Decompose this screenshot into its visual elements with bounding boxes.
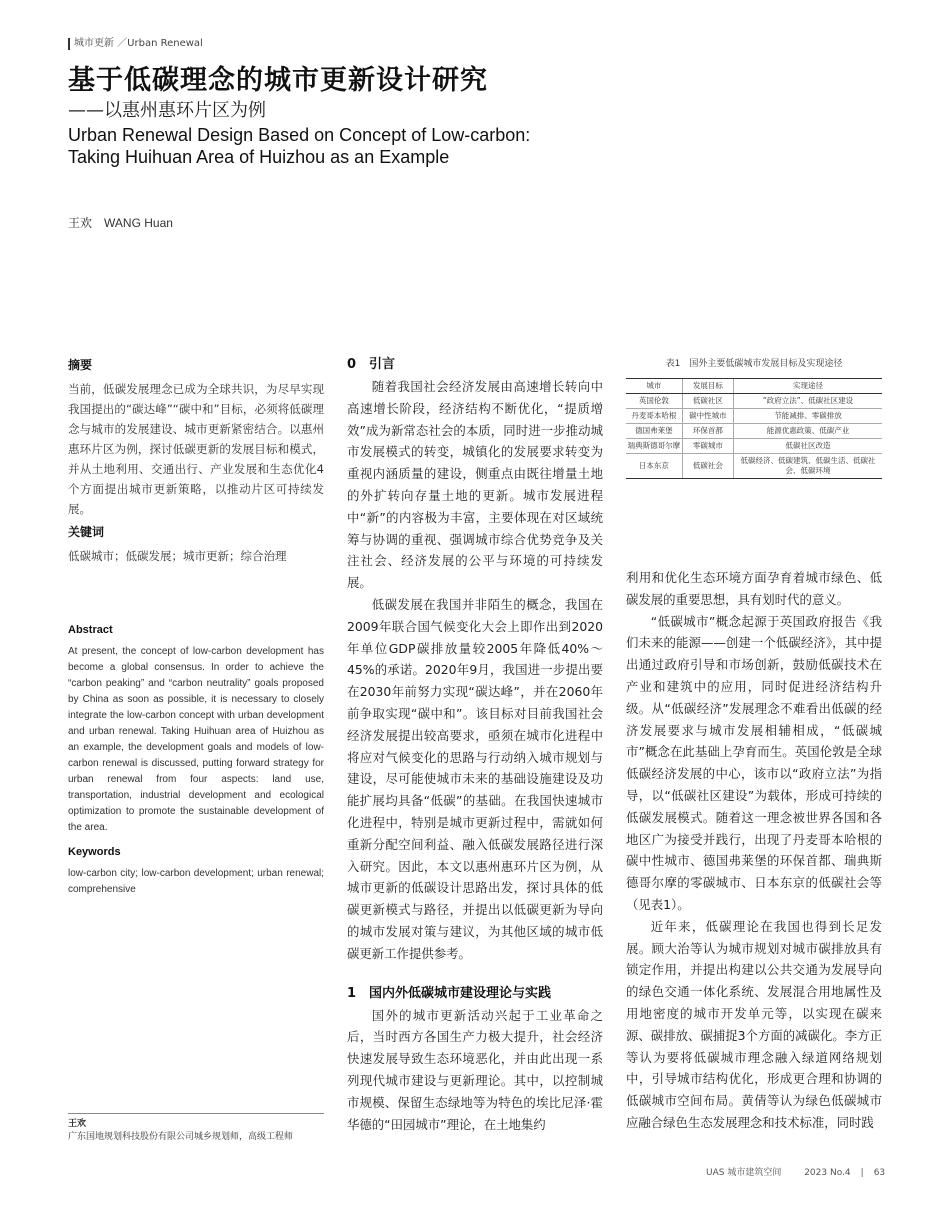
table-cell: 碳中性城市 [682,409,733,424]
journal-name: UAS 城市建筑空间 [706,1168,782,1178]
table-cell: 低碳社会 [682,454,733,479]
footnote-divider [68,1113,324,1114]
table-cell: 低碳经济、低碳建筑、低碳生活、低碳社会、低碳环境 [734,454,883,479]
table-row [626,394,882,409]
page-title-english: Urban Renewal Design Based on Concept of Low-carbon: Taking Huihuan Area of Huizhou as an Example [68,125,531,167]
table-cell: 丹麦哥本哈根 [626,409,682,424]
keywords-zh-block [68,523,324,566]
journal-issue: 2023 No.4 [804,1168,851,1178]
page-footer: UAS 城市建筑空间 2023 No.4 | 63 [706,1168,886,1178]
table-cell: 零碳城市 [682,439,733,454]
table-cell: 德国弗莱堡 [626,424,682,439]
page-title: 基于低碳理念的城市更新设计研究 [68,65,488,96]
abstract-zh-heading: 摘要 [68,358,93,372]
footnote-affiliation: 广东国地规划科技股份有限公司城乡规划师，高级工程师 [68,1132,294,1142]
table-header-approach: 实现途径 [734,379,883,394]
section-1-heading: 1 国内外低碳城市建设理论与实践 [347,985,552,1001]
section-0-paragraph-1: 随着我国社会经济发展由高速增长转向中高速增长阶段，经济结构不断优化，“提质增效”成为新常态社会的本质，同时进一步推动城市发展模式的转变，城镇化的发展要求转变为重视内涵质量的建设，侧重点由既往增量土地的外扩转向存量土地的更新。城市发展进程中“新”的内容极为丰富，主要体现在对区域统筹与协调的重视、强调城市综合优势竞争及关注社会、经济发展的公平与环境的可持续发展。 [347,379,603,591]
table-cell: 瑞典斯德哥尔摩 [626,439,682,454]
abstract-zh-text: 当前，低碳发展理念已成为全球共识，为尽早实现我国提出的“碳达峰”“碳中和”目标，必须将低碳理念与城市的发展建设、城市更新紧密结合。以惠州惠环片区为例，探讨低碳更新的发展目标和模式，并从土地利用、交通出行、产业发展和生态优化4个方面提出城市更新策略，以推动片区可持续发展。 [68,382,324,516]
table-1-caption: 表1 国外主要低碳城市发展目标及实现途径 [665,359,843,369]
keywords-en-text: low-carbon city; low-carbon development; urban renewal; comprehensive [68,868,324,895]
keywords-zh-text: 低碳城市；低碳发展；城市更新；综合治理 [68,549,287,563]
keywords-en-heading: Keywords [68,846,121,858]
table-cell: 低碳社区改造 [734,439,883,454]
table-cell: “政府立法”、低碳社区建设 [734,394,883,409]
table-cell: 环保首都 [682,424,733,439]
section-0-paragraph-2: 低碳发展在我国并非陌生的概念，我国在2009年联合国气候变化大会上即作出到2020年单位GDP碳排放量较2005年降低40%～45%的承诺。2020年9月，我国进一步提出要在2030年前努力实现“碳达峰”，并在2060年前争取实现“碳中和”。该目标对目前我国社会经济发展提出较高要求，亟须在城市化进程中将应对气候变化的思路与行动纳入城市规划与建设，尽可能使城市未来的基础设施建设及功能扩展均具备“低碳”的基础。在我国快速城市化进程中，特别是城市更新过程中，需就如何重新分配空间利益、融入低碳发展路径进行深入研究。因此，本文以惠州惠环片区为例，从城市更新的低碳设计思路出发，探讨具体的低碳更新模式与路径，并提出以低碳更新为导向的城市发展对策与建议，为其他区域的城市低碳更新工作提供参考。 [347,596,603,961]
section-0-heading: 0 引言 [347,357,396,372]
abstract-zh-block [68,356,324,519]
section-1-paragraph-1: 国外的城市更新活动兴起于工业革命之后，当时西方各国生产力极大提升，社会经济快速发展导致生态环境恶化，并由此出现一系列现代城市建设与更新理论。其中，以控制城市规模、保留生态绿地等为特色的埃比尼泽·霍华德的“田园城市”理论，在土地集约 [347,1007,603,1132]
table-cell: 节能减排、零碳排放 [734,409,883,424]
column-3-paragraph-3: 近年来，低碳理论在我国也得到长足发展。顾大治等认为城市规划对城市碳排放具有锁定作用，并提出构建以公共交通为发展导向的绿色交通一体化系统、发展混合用地属性及用地密度的城市开发单元等，以实现在碳来源、碳排放、碳捕捉3个方面的减碳化。李方正等认为要将低碳城市理念融入绿道网络规划中，引导城市结构优化，形成更合理和协调的低碳城市空间布局。黄倩等认为绿色低碳城市应融合绿色生态发展理念和技术标准，同时践 [626,918,882,1130]
body-column-2 [347,354,603,1135]
keywords-zh-heading: 关键词 [68,525,105,539]
page-number: 63 [873,1168,886,1178]
author-name-zh: 王欢 [68,216,93,230]
abstract-en-heading: Abstract [68,624,113,636]
abstract-en-block [68,624,324,836]
table-row [626,409,882,424]
section-label: 城市更新 ／Urban Renewal [68,38,203,50]
table-row [626,439,882,454]
table-header-goal: 发展目标 [682,379,733,394]
body-column-3 [626,567,882,1134]
table-cell: 日本东京 [626,454,682,479]
column-3-paragraph-1: 利用和优化生态环境方面孕育着城市绿色、低碳发展的重要思想，具有划时代的意义。 [626,570,882,607]
page-subtitle: ——以惠州惠环片区为例 [68,100,266,121]
author-name-en: WANG Huan [104,216,173,230]
table-cell: 低碳社区 [682,394,733,409]
table-cell: 能源优惠政策、低碳产业 [734,424,883,439]
table-header-city: 城市 [626,379,682,394]
abstract-en-text: At present, the concept of low-carbon development has become a global consensus. In order to achieve the “carbon peaking” and “carbon neutrality” goals proposed by China as soon as possible, it is necessary to closely integrate the low-carbon concept with urban development and urban renewal. Taking Huihuan area of Huizhou as an example, the development goals and models of low-carbon renewal is discussed, putting forward strategy for urban renewal from four aspects: land use, transportation, industrial development and ecological optimization to promote the sustainable development of the area. [68,646,324,833]
table-row [626,454,882,479]
author-footnote [68,1118,328,1144]
footnote-name: 王欢 [68,1119,87,1129]
table-1 [626,378,882,479]
table-header-row [626,379,882,394]
column-3-paragraph-2: “低碳城市”概念起源于英国政府报告《我们未来的能源——创建一个低碳经济》，其中提出通过政府引导和市场创新，鼓励低碳技术在产业和建筑中的应用，同时促进经济结构升级。从“低碳经济”发展理念不难看出低碳的经济发展要求与城市发展相辅相成，“低碳城市”概念在此基础上孕育而生。英国伦敦是全球低碳经济发展的中心，该市以“政府立法”为指导，以“低碳社区建设”为载体，形成可持续的低碳发展模式。随着这一理念被世界各国和各地区广为接受并践行，出现了丹麦哥本哈根的碳中性城市、德国弗莱堡的环保首都、瑞典斯德哥尔摩的零碳城市、日本东京的低碳社会等（见表1）。 [626,613,882,912]
table-row [626,424,882,439]
table-cell: 英国伦敦 [626,394,682,409]
author-line [68,214,173,231]
keywords-en-block [68,846,324,898]
